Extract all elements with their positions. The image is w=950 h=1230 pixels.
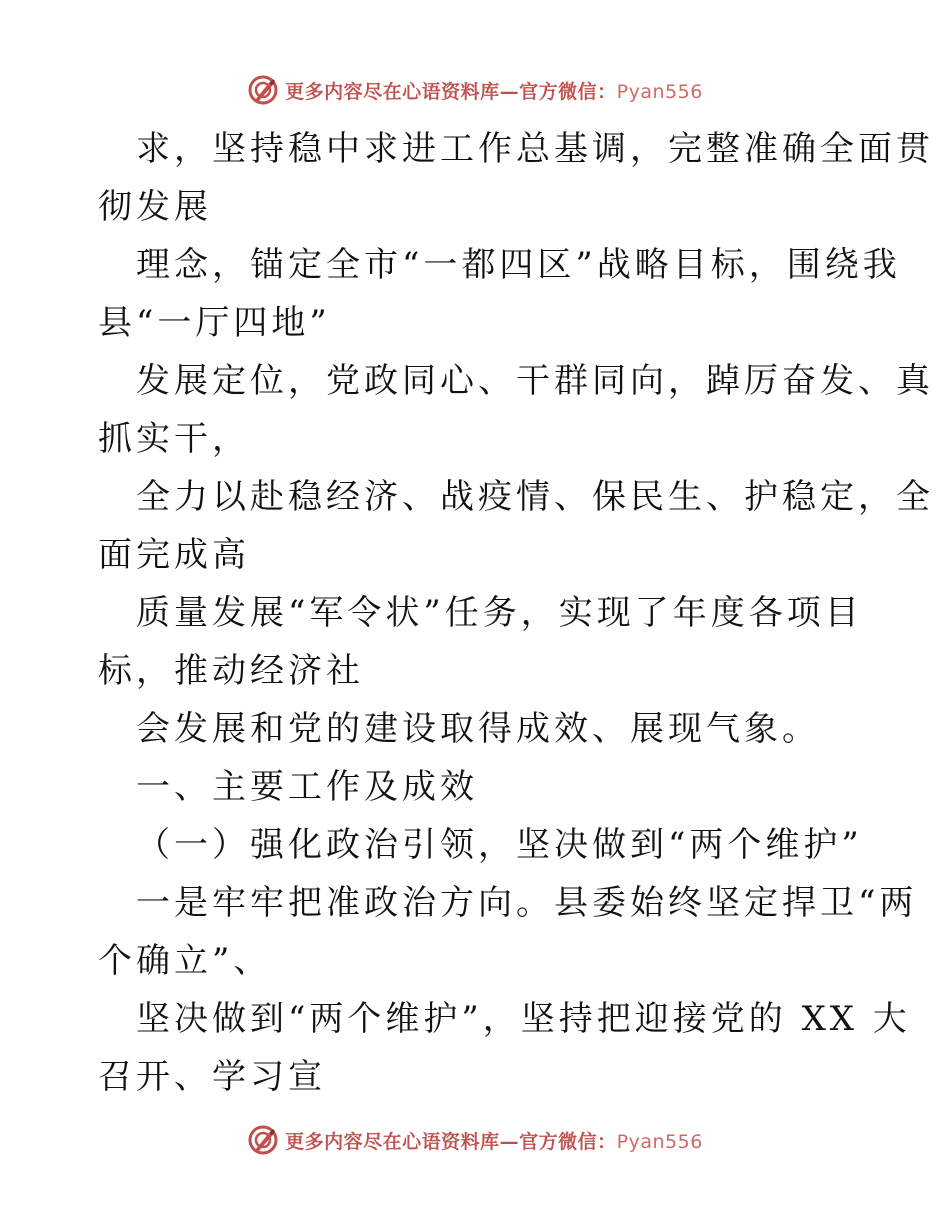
text-line: 个确立”、 bbox=[98, 941, 272, 981]
text-line: 彻发展 bbox=[98, 187, 212, 227]
text-line: 求，坚持稳中求进工作总基调，完整准确全面贯 bbox=[136, 129, 934, 169]
text-line: 全力以赴稳经济、战疫情、保民生、护稳定，全 bbox=[136, 477, 934, 517]
text-line: 面完成高 bbox=[98, 535, 250, 575]
text-line: 一是牢牢把准政治方向。县委始终坚定捍卫“两 bbox=[136, 883, 918, 923]
text-line: 抓实干， bbox=[98, 419, 250, 459]
subsection-heading: （一）强化政治引领，坚决做到“两个维护” bbox=[136, 825, 863, 865]
text-line: 坚决做到“两个维护”，坚持把迎接党的 XX 大 bbox=[136, 999, 911, 1039]
footer-watermark bbox=[0, 1120, 950, 1160]
section-heading: 一、主要工作及成效 bbox=[136, 767, 478, 807]
text-line: 理念，锚定全市“一都四区”战略目标，围绕我 bbox=[136, 245, 901, 285]
document-body bbox=[98, 120, 934, 1106]
watermark-wechat-id: Pyan556 bbox=[616, 1130, 703, 1153]
header-watermark bbox=[0, 70, 950, 110]
text-line: 质量发展“军令状”任务，实现了年度各项目 bbox=[136, 593, 863, 633]
red-spiral-pen-logo-icon bbox=[247, 74, 279, 106]
text-line: 标，推动经济社 bbox=[98, 651, 364, 691]
text-line: 发展定位，党政同心、干群同向，踔厉奋发、真 bbox=[136, 361, 934, 401]
red-spiral-pen-logo-icon bbox=[247, 1124, 279, 1156]
watermark-wechat-id: Pyan556 bbox=[616, 80, 703, 103]
text-line: 县“一厅四地” bbox=[98, 303, 331, 343]
text-line: 会发展和党的建设取得成效、展现气象。 bbox=[136, 709, 820, 749]
watermark-text: 更多内容尽在心语资料库—官方微信： bbox=[285, 80, 617, 103]
text-line: 召开、学习宣 bbox=[98, 1057, 326, 1097]
watermark-text: 更多内容尽在心语资料库—官方微信： bbox=[285, 1130, 617, 1153]
